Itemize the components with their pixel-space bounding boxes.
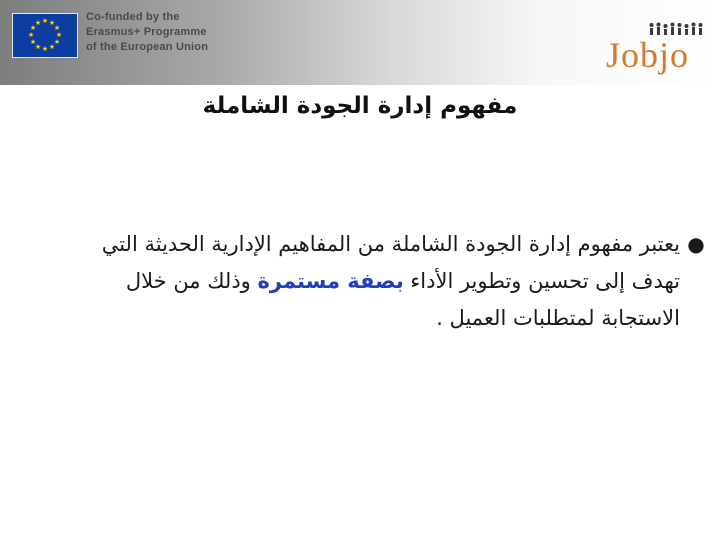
slide-paragraph — [60, 226, 680, 337]
eu-funding-text — [86, 10, 236, 55]
slide-title: مفهوم إدارة الجودة الشاملة — [202, 93, 518, 119]
svg-text:★: ★ — [34, 43, 42, 51]
highlighted-phrase: بصفة مستمرة — [257, 269, 404, 293]
eu-funding-line: Erasmus+ Programme — [86, 26, 207, 38]
svg-text:★: ★ — [53, 24, 61, 32]
paragraph-text: يعتبر مفهوم إدارة الجودة الشاملة من المفاهيم الإدارية الحديثة التي تهدف إلى تحسين وتطوير الأداء — [101, 232, 680, 293]
eu-funding-line: of the European Union — [86, 41, 209, 53]
paragraph-text-end: وذلك من خلال الاستجابة لمتطلبات العميل . — [125, 269, 680, 330]
bullet-icon: ● — [687, 232, 705, 256]
header-band — [0, 0, 720, 85]
eu-stars-ring — [13, 14, 77, 57]
svg-text:★: ★ — [48, 19, 56, 27]
svg-text:★: ★ — [34, 19, 42, 27]
jobjo-logo: Jobjo — [606, 35, 690, 75]
svg-text:★: ★ — [29, 24, 37, 32]
svg-text:★: ★ — [48, 43, 56, 51]
svg-text:★: ★ — [41, 17, 49, 25]
svg-text:★: ★ — [41, 45, 49, 53]
svg-text:★: ★ — [29, 38, 37, 46]
svg-text:★: ★ — [27, 31, 35, 39]
svg-text:★: ★ — [55, 31, 63, 39]
eu-funding-line: Co-funded by the — [86, 11, 180, 23]
svg-text:★: ★ — [53, 38, 61, 46]
eu-flag-icon — [12, 13, 78, 58]
